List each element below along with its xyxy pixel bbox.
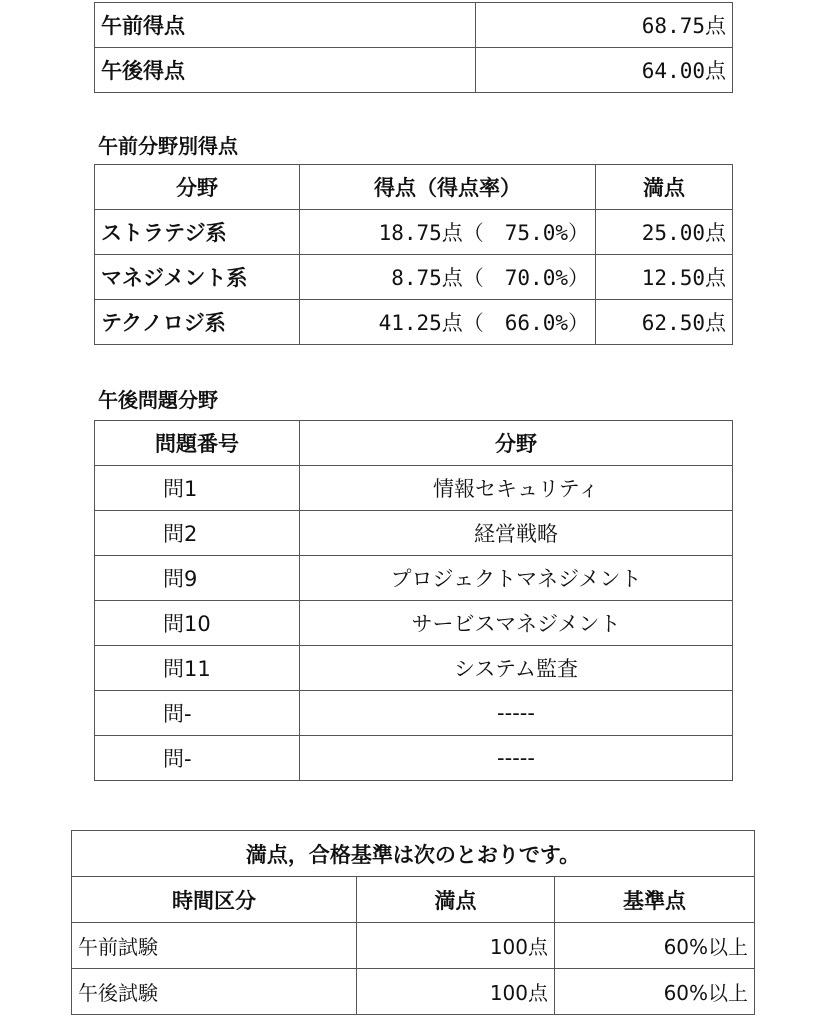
- field-max: 62.50点: [596, 300, 733, 345]
- table-header-row: [95, 421, 733, 466]
- problem-field: 経営戦略: [300, 511, 733, 556]
- period-pass: 60%以上: [555, 969, 755, 1015]
- table-row: [95, 466, 733, 511]
- field-name: マネジメント系: [95, 255, 300, 300]
- problem-number: 問10: [95, 601, 300, 646]
- problem-number: 問9: [95, 556, 300, 601]
- field-score: 18.75点（ 75.0%）: [300, 210, 596, 255]
- field-score: 8.75点（ 70.0%）: [300, 255, 596, 300]
- column-header: 時間区分: [72, 877, 357, 923]
- am-score-value: 68.75点: [476, 3, 733, 48]
- period-pass: 60%以上: [555, 923, 755, 969]
- table-row: [95, 646, 733, 691]
- problem-field: システム監査: [300, 646, 733, 691]
- table-header-row: [95, 165, 733, 210]
- period-max: 100点: [357, 969, 555, 1015]
- pm-score-label: 午後得点: [95, 48, 476, 93]
- table-caption-row: [72, 831, 755, 877]
- am-score-label: 午前得点: [95, 3, 476, 48]
- total-scores-table: [94, 2, 733, 93]
- problem-number: 問2: [95, 511, 300, 556]
- period-name: 午前試験: [72, 923, 357, 969]
- column-header: 分野: [300, 421, 733, 466]
- table-row: [95, 736, 733, 781]
- problem-number: 問1: [95, 466, 300, 511]
- problem-field: -----: [300, 736, 733, 781]
- am-fields-table: [94, 164, 733, 345]
- problem-field: 情報セキュリティ: [300, 466, 733, 511]
- table-row: [72, 969, 755, 1015]
- table-header-row: [72, 877, 755, 923]
- column-header: 分野: [95, 165, 300, 210]
- problem-field: サービスマネジメント: [300, 601, 733, 646]
- criteria-table: [71, 830, 755, 1015]
- column-header: 得点（得点率）: [300, 165, 596, 210]
- table-row: [95, 691, 733, 736]
- field-max: 12.50点: [596, 255, 733, 300]
- pm-fields-title: 午後問題分野: [98, 388, 218, 412]
- problem-field: プロジェクトマネジメント: [300, 556, 733, 601]
- table-row: [95, 556, 733, 601]
- column-header: 基準点: [555, 877, 755, 923]
- period-max: 100点: [357, 923, 555, 969]
- column-header: 満点: [596, 165, 733, 210]
- field-score: 41.25点（ 66.0%）: [300, 300, 596, 345]
- table-row: [95, 48, 733, 93]
- period-name: 午後試験: [72, 969, 357, 1015]
- problem-field: -----: [300, 691, 733, 736]
- table-row: [72, 923, 755, 969]
- table-row: [95, 3, 733, 48]
- field-name: テクノロジ系: [95, 300, 300, 345]
- problem-number: 問-: [95, 691, 300, 736]
- table-row: [95, 300, 733, 345]
- field-max: 25.00点: [596, 210, 733, 255]
- column-header: 満点: [357, 877, 555, 923]
- table-row: [95, 511, 733, 556]
- table-row: [95, 210, 733, 255]
- column-header: 問題番号: [95, 421, 300, 466]
- pm-score-value: 64.00点: [476, 48, 733, 93]
- problem-number: 問-: [95, 736, 300, 781]
- problem-number: 問11: [95, 646, 300, 691]
- table-row: [95, 601, 733, 646]
- criteria-caption: 満点，合格基準は次のとおりです。: [72, 831, 755, 877]
- am-fields-title: 午前分野別得点: [98, 134, 238, 158]
- table-row: [95, 255, 733, 300]
- pm-fields-table: [94, 420, 733, 781]
- field-name: ストラテジ系: [95, 210, 300, 255]
